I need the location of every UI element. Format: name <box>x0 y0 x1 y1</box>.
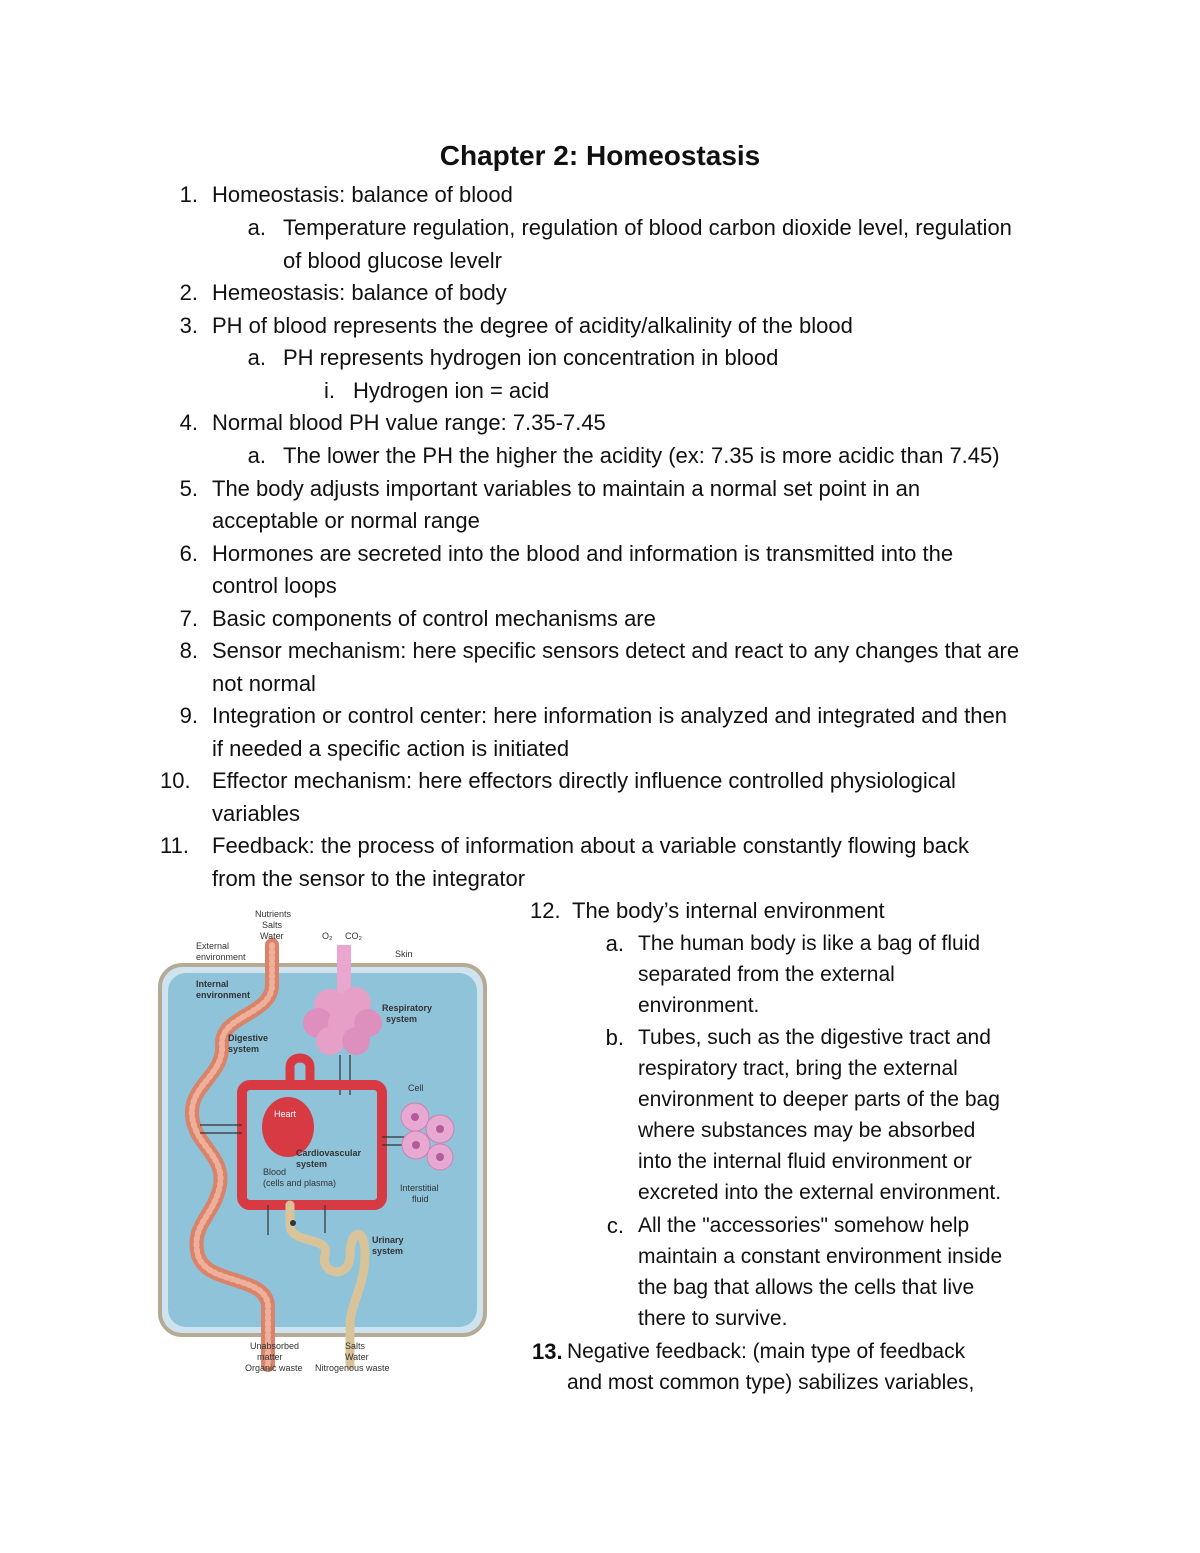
list-item: if needed a specific action is initiated <box>212 736 570 761</box>
list-letter: c. <box>606 1213 624 1238</box>
list-item: and most common type) sabilizes variables, <box>567 1371 975 1394</box>
list-item: control loops <box>212 573 337 598</box>
label-internal: Internal <box>196 979 229 989</box>
label-digestive: Digestive <box>228 1033 269 1043</box>
list-item: the bag that allows the cells that live <box>638 1276 975 1299</box>
list-item: maintain a constant environment inside <box>638 1245 1003 1268</box>
label-internal-2: environment <box>196 990 251 1000</box>
list-item: Tubes, such as the digestive tract and <box>638 1026 991 1049</box>
label-digestive-2: system <box>228 1044 260 1054</box>
label-cardiovascular: Cardiovascular <box>296 1148 362 1158</box>
label-co2: CO₂ <box>345 931 362 941</box>
list-number: 5. <box>179 476 198 501</box>
list-letter: a. <box>247 443 266 468</box>
list-item: The body’s internal environment <box>572 898 885 923</box>
list-item: respiratory tract, bring the external <box>638 1057 958 1080</box>
label-urinary: Urinary <box>372 1235 404 1245</box>
label-water-top: Water <box>260 931 284 941</box>
label-nutrients: Nutrients <box>255 909 292 919</box>
list-item: Hydrogen ion = acid <box>353 378 550 403</box>
list-item: Integration or control center: here information is analyzed and integrated and then <box>212 703 1007 728</box>
trachea <box>337 945 351 995</box>
page-title: Chapter 2: Homeostasis <box>439 140 761 171</box>
list-item: Feedback: the process of information about a variable constantly flowing back <box>212 833 969 858</box>
label-cardiovascular-2: system <box>296 1159 328 1169</box>
list-number: 4. <box>179 410 198 435</box>
list-item: acceptable or normal range <box>212 508 480 533</box>
list-number: 7. <box>179 606 198 631</box>
list-item: Negative feedback: (main type of feedback <box>567 1340 966 1363</box>
list-item: environment. <box>638 994 760 1017</box>
list-item: where substances may be absorbed <box>638 1119 976 1142</box>
list-item: into the internal fluid environment or <box>638 1150 972 1173</box>
list-letter: b. <box>605 1025 624 1050</box>
list-number: 6. <box>179 541 198 566</box>
list-letter: a. <box>247 215 266 240</box>
label-water-bottom: Water <box>345 1352 369 1362</box>
list-item: PH of blood represents the degree of acidity/alkalinity of the blood <box>212 313 853 338</box>
label-organic-waste: Organic waste <box>245 1363 303 1373</box>
list-number: 1. <box>179 182 198 207</box>
label-skin: Skin <box>395 949 413 959</box>
list-item: Effector mechanism: here effectors directly influence controlled physiological <box>212 768 956 793</box>
label-external-2: environment <box>196 952 246 962</box>
list-number: 12. <box>530 898 561 923</box>
list-item: Temperature regulation, regulation of blood carbon dioxide level, regulation <box>283 215 1012 240</box>
list-item: there to survive. <box>638 1307 788 1330</box>
label-salts-bottom: Salts <box>345 1341 366 1351</box>
list-letter: a. <box>605 931 624 956</box>
list-number: 13. <box>532 1339 563 1364</box>
label-interstitial: Interstitial <box>400 1183 439 1193</box>
list-item: variables <box>212 801 301 826</box>
label-unabsorbed-2: matter <box>257 1352 283 1362</box>
label-o2: O₂ <box>322 931 333 941</box>
list-roman: i. <box>324 378 335 403</box>
label-unabsorbed: Unabsorbed <box>250 1341 300 1351</box>
list-number: 8. <box>179 638 198 663</box>
list-item: environment to deeper parts of the bag <box>638 1088 1000 1111</box>
list-number: 3. <box>179 313 198 338</box>
internal-environment-diagram <box>150 905 500 1380</box>
label-respiratory: Respiratory <box>382 1003 433 1013</box>
list-item: Basic components of control mechanisms are <box>212 606 656 631</box>
list-letter: a. <box>247 345 266 370</box>
list-item: Sensor mechanism: here specific sensors detect and react to any changes that are <box>212 638 1020 663</box>
label-heart: Heart <box>274 1109 297 1119</box>
list-item: Hormones are secreted into the blood and information is transmitted into the <box>212 541 954 566</box>
label-nitrogenous-waste: Nitrogenous waste <box>315 1363 390 1373</box>
list-number: 10. <box>160 768 191 793</box>
label-cell: Cell <box>408 1083 424 1093</box>
label-blood: Blood <box>263 1167 287 1177</box>
list-number: 11. <box>160 833 189 858</box>
label-interstitial-2: fluid <box>412 1194 429 1204</box>
label-salts-top: Salts <box>262 920 283 930</box>
list-item: Homeostasis: balance of blood <box>212 182 513 207</box>
list-item: excreted into the external environment. <box>638 1181 1002 1204</box>
list-item: All the "accessories" somehow help <box>638 1214 970 1237</box>
list-item: of blood glucose levelr <box>283 248 502 273</box>
list-number: 9. <box>179 703 198 728</box>
list-item: from the sensor to the integrator <box>212 866 526 891</box>
list-item: The lower the PH the higher the acidity (ex: 7.35 is more acidic than 7.45) <box>283 443 1000 468</box>
label-external: External <box>196 941 230 951</box>
list-number: 2. <box>179 280 198 305</box>
list-item: The human body is like a bag of fluid <box>638 932 981 955</box>
label-blood-2: (cells and plasma) <box>263 1178 337 1188</box>
list-item: The body adjusts important variables to maintain a normal set point in an <box>212 476 921 501</box>
list-item: separated from the external <box>638 963 895 986</box>
label-respiratory-2: system <box>386 1014 418 1024</box>
list-item: not normal <box>212 671 316 696</box>
list-item: PH represents hydrogen ion concentration in blood <box>283 345 779 370</box>
label-urinary-2: system <box>372 1246 404 1256</box>
list-item: Normal blood PH value range: 7.35-7.45 <box>212 410 606 435</box>
list-item: Hemeostasis: balance of body <box>212 280 507 305</box>
